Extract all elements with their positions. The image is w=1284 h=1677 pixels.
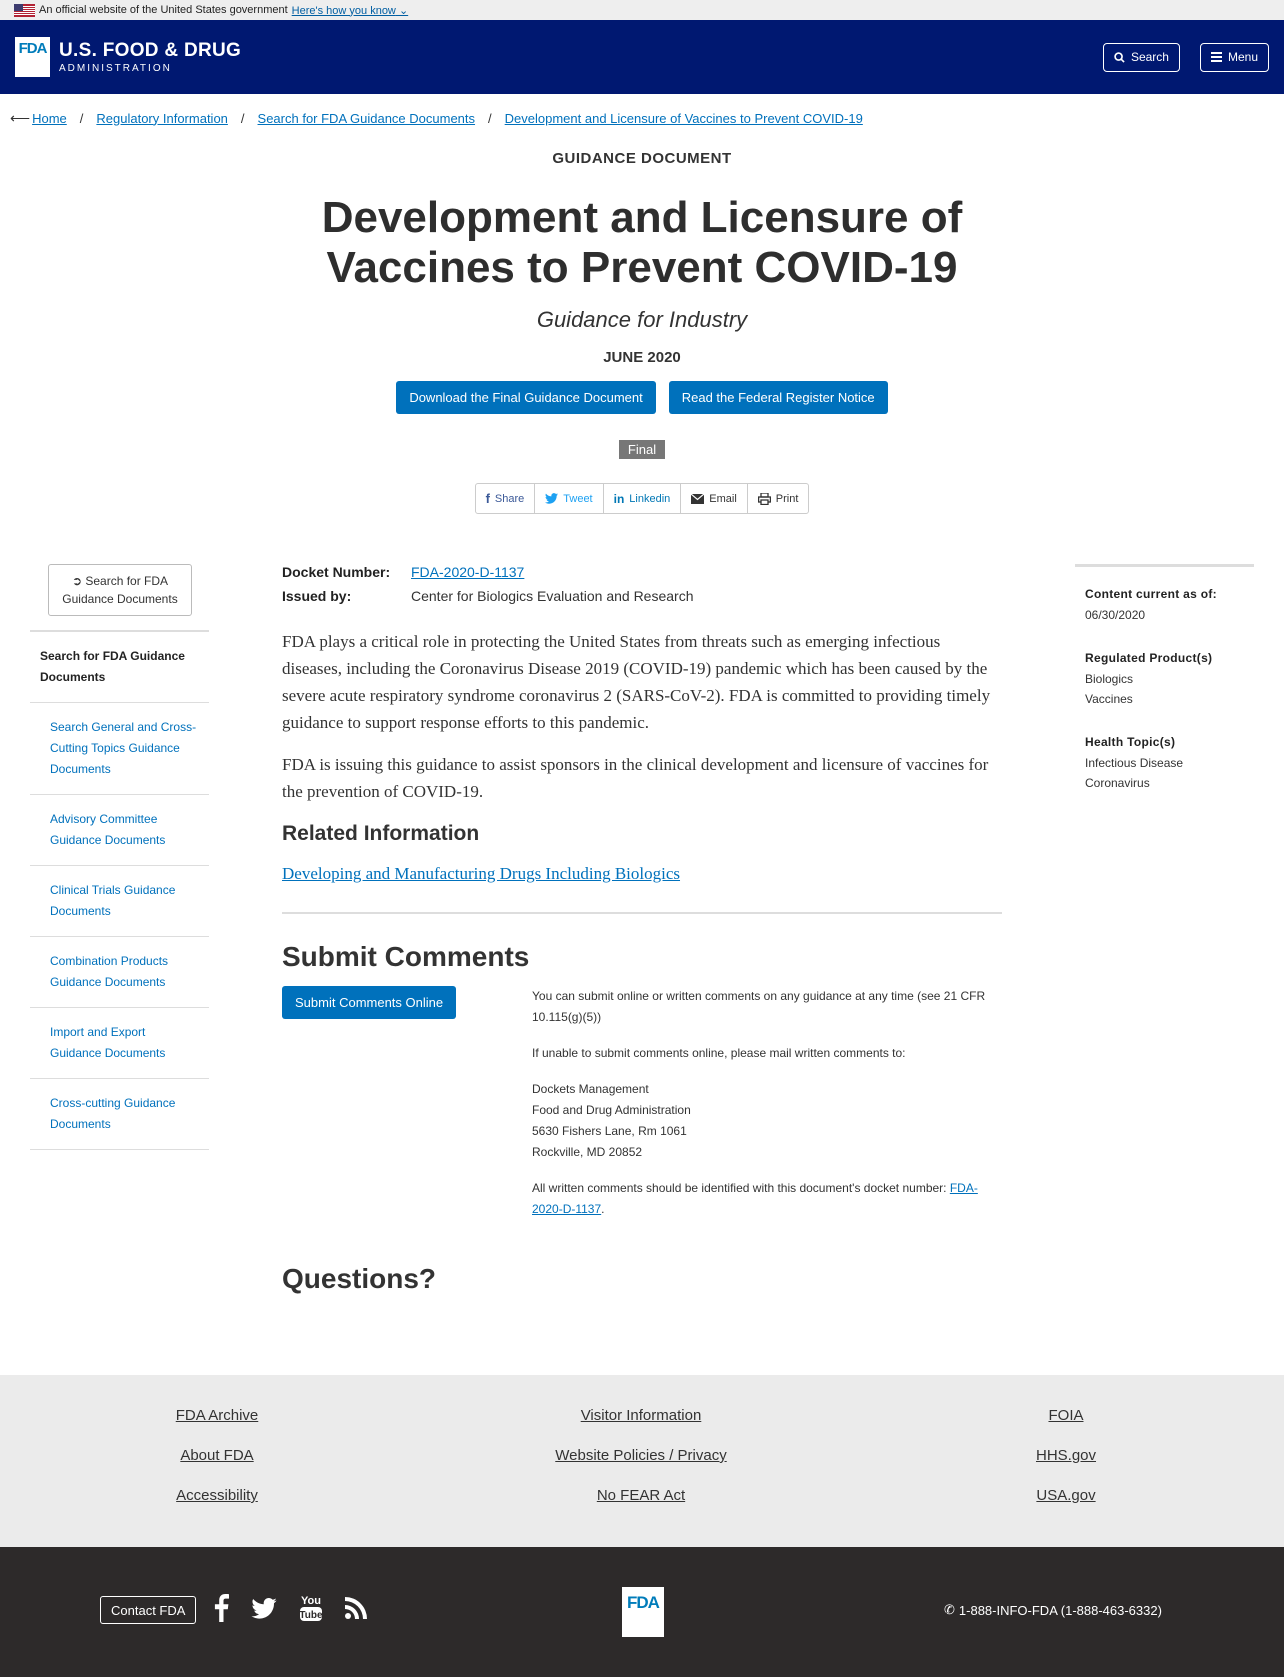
page-subtitle: Guidance for Industry <box>536 307 748 332</box>
download-guidance-button[interactable]: Download the Final Guidance Document <box>396 381 655 414</box>
facebook-icon[interactable] <box>213 1594 229 1622</box>
body-paragraph-2: FDA is issuing this guidance to assist sponsors in the clinical development and licensure of vaccines for the prevention of COVID-19. <box>282 755 989 801</box>
submit-comments-online-button[interactable]: Submit Comments Online <box>282 986 456 1019</box>
right-sidebar <box>1075 564 1254 793</box>
issued-by-value: Center for Biologics Evaluation and Research <box>411 588 694 604</box>
related-information-heading: Related Information <box>282 822 480 845</box>
phone-icon: ✆ <box>944 1602 955 1617</box>
left-nav <box>30 564 209 1150</box>
docket-number-link[interactable]: FDA-2020-D-1137 <box>411 564 525 580</box>
docket-number-inline-link[interactable]: FDA-2020-D-1137 <box>532 1181 978 1216</box>
footer-link-fda-archive[interactable]: FDA Archive <box>175 1407 259 1424</box>
page-title: Development and Licensure of Vaccines to Prevent COVID-19 <box>321 193 963 292</box>
svg-text:You: You <box>301 1595 321 1607</box>
search-icon <box>1114 52 1125 63</box>
fda-footer-logo-icon[interactable]: FDA <box>622 1587 664 1637</box>
gov-banner-text: An official website of the United States government <box>39 4 288 16</box>
hero <box>0 130 1284 514</box>
hamburger-icon <box>1211 52 1222 62</box>
share-email-button[interactable]: Email <box>681 484 748 513</box>
footer-link-hhs[interactable]: HHS.gov <box>1035 1447 1097 1464</box>
heres-how-you-know-link[interactable]: Here's how you know ⌄ <box>291 4 409 17</box>
body-paragraph-1: FDA plays a critical role in protecting the United States from threats such as emerging infectious diseases, including the Coronavirus Disease 2019 (COVID-19) pandemic which has been caused by the severe acute respiratory syndrome coronavirus 2 (SARS-CoV-2). FDA is committed to providing timely guidance to support response efforts to this pandemic. <box>282 632 991 732</box>
youtube-icon[interactable] <box>299 1593 323 1623</box>
content-current-value: 06/30/2020 <box>1085 608 1146 622</box>
back-arrow-icon: ⟵ <box>10 109 31 126</box>
submit-text-4: All written comments should be identified with this document's docket number: FDA-2020-D-1137. <box>532 1181 978 1216</box>
document-date: JUNE 2020 <box>603 349 681 366</box>
social-links <box>213 1593 367 1623</box>
gov-banner <box>0 0 1284 20</box>
questions-heading: Questions? <box>282 1263 437 1294</box>
submit-text-1: You can submit online or written comments on any guidance at any time (see 21 CFR 10.115(g)(5)) <box>532 989 986 1024</box>
site-header <box>0 20 1284 94</box>
breadcrumb-regulatory-information[interactable]: Regulatory Information <box>96 110 228 126</box>
nav-item-combination-products[interactable]: Combination Products Guidance Documents <box>30 937 209 1008</box>
footer-links <box>0 1375 1284 1547</box>
docket-label: Docket Number: <box>282 564 391 580</box>
search-button[interactable]: Search <box>1103 43 1180 72</box>
breadcrumb-search-guidance[interactable]: Search for FDA Guidance Documents <box>257 110 476 126</box>
submit-comments-text <box>532 986 1002 1235</box>
health-topics-list: Infectious Disease Coronavirus <box>1085 756 1184 790</box>
document-type: GUIDANCE DOCUMENT <box>552 150 732 167</box>
brand-name: U.S. FOOD & DRUG <box>59 39 242 61</box>
fda-brand[interactable] <box>15 37 241 77</box>
content-current-label: Content current as of: <box>1085 587 1217 601</box>
us-flag-icon <box>14 4 35 17</box>
issued-by-label: Issued by: <box>282 588 352 604</box>
linkedin-icon: in <box>613 491 625 506</box>
mailing-address: Dockets Management Food and Drug Administration 5630 Fishers Lane, Rm 1061 Rockville, MD 20852 <box>532 1082 691 1159</box>
regulated-products-label: Regulated Product(s) <box>1085 651 1213 665</box>
submit-text-2: If unable to submit comments online, please mail written comments to: <box>532 1046 906 1060</box>
envelope-icon <box>691 494 704 504</box>
footer-link-accessibility[interactable]: Accessibility <box>176 1487 258 1504</box>
share-twitter-button[interactable]: Tweet <box>535 484 603 513</box>
nav-item-import-export[interactable]: Import and Export Guidance Documents <box>30 1008 209 1079</box>
status-badge: Final <box>619 440 665 459</box>
footer-link-website-policies[interactable]: Website Policies / Privacy <box>555 1447 727 1464</box>
share-linkedin-button[interactable]: in Linkedin <box>604 484 682 513</box>
breadcrumb-current[interactable]: Development and Licensure of Vaccines to Prevent COVID-19 <box>504 110 863 126</box>
federal-register-button[interactable]: Read the Federal Register Notice <box>669 381 888 414</box>
share-bar <box>475 483 810 514</box>
nav-item-cross-cutting[interactable]: Cross-cutting Guidance Documents <box>30 1079 209 1150</box>
submit-comments-heading: Submit Comments <box>282 941 530 972</box>
footer-bottom <box>0 1547 1284 1677</box>
footer-link-no-fear-act[interactable]: No FEAR Act <box>596 1487 686 1504</box>
contact-fda-button[interactable]: Contact FDA <box>100 1596 196 1624</box>
twitter-icon <box>545 493 558 504</box>
svg-text:Tube: Tube <box>299 1610 323 1621</box>
document-meta <box>282 564 1002 604</box>
breadcrumb-home[interactable]: Home <box>32 110 67 126</box>
twitter-icon[interactable] <box>251 1598 277 1619</box>
health-topics-label: Health Topic(s) <box>1085 735 1176 749</box>
main-content <box>282 564 1002 1295</box>
menu-button[interactable]: Menu <box>1200 43 1269 72</box>
related-link-drugs-biologics[interactable]: Developing and Manufacturing Drugs Including Biologics <box>282 864 681 883</box>
breadcrumb: ⟵ Home / Regulatory Information / Search for FDA Guidance Documents / Development and Licensure of Vaccines to Prevent COVID-19 <box>10 109 863 126</box>
footer-link-visitor-information[interactable]: Visitor Information <box>580 1407 702 1424</box>
nav-item-clinical-trials[interactable]: Clinical Trials Guidance Documents <box>30 866 209 937</box>
search-guidance-nav-button[interactable]: ➲ Search for FDA Guidance Documents <box>48 564 192 616</box>
arrow-circle-left-icon: ➲ <box>71 574 82 588</box>
brand-sub: ADMINISTRATION <box>59 62 172 74</box>
share-print-button[interactable]: Print <box>748 484 809 513</box>
footer-link-about-fda[interactable]: About FDA <box>180 1447 254 1464</box>
regulated-products-list: Biologics Vaccines <box>1085 672 1134 706</box>
nav-item-advisory-committee[interactable]: Advisory Committee Guidance Documents <box>30 795 209 866</box>
printer-icon <box>758 493 771 505</box>
rss-icon[interactable] <box>345 1597 367 1619</box>
nav-item-general-cross-cutting[interactable]: Search General and Cross-Cutting Topics Guidance Documents <box>30 703 209 795</box>
nav-item-active[interactable]: Search for FDA Guidance Documents <box>30 632 209 703</box>
facebook-icon: f <box>485 491 490 506</box>
share-facebook-button[interactable]: f Share <box>476 484 536 513</box>
footer-link-usa-gov[interactable]: USA.gov <box>1036 1487 1096 1504</box>
phone-number[interactable]: ✆ 1-888-INFO-FDA (1-888-463-6332) <box>944 1602 1162 1618</box>
fda-logo-icon: FDA <box>15 37 50 77</box>
footer-link-foia[interactable]: FOIA <box>1048 1407 1084 1424</box>
